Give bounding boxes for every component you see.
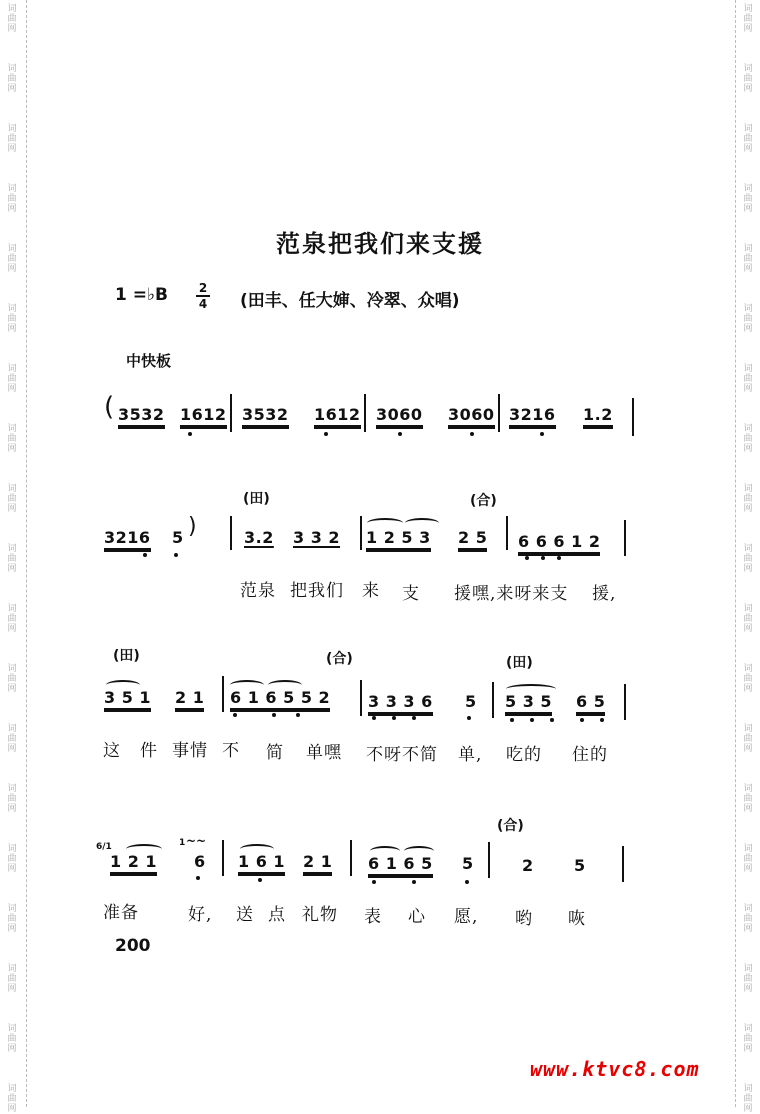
key-signature: 1 =♭B [115,285,168,305]
lyric: 准备 [103,903,139,923]
note-group: 3.2 [244,528,274,547]
note-group: 3532 [118,405,165,429]
note-group: 2 5 [458,528,487,552]
watermark-text: 词 曲 网 [743,64,753,94]
note-group: 1612 [314,405,361,429]
bar-line [350,840,352,876]
lyric: 简 [266,743,284,763]
watermark-text: 词 曲 网 [7,724,17,754]
low-octave-dot [392,716,396,720]
low-octave-dot [470,432,474,436]
lyric: 好, [188,905,213,925]
watermark-text: 词 曲 网 [7,364,17,394]
watermark-text: 词 曲 网 [7,664,17,694]
cue-tian: (田) [113,648,140,664]
low-octave-dot [324,432,328,436]
lyric: 心 [408,907,426,927]
lyric: 送 [236,905,254,925]
low-octave-dot [412,880,416,884]
left-watermark-strip [0,0,27,1114]
watermark-text: 词 曲 网 [743,664,753,694]
note: 5 [462,854,474,873]
note-group: 6 1 6 5 5 2 [230,688,330,712]
low-octave-dot [233,713,237,717]
low-octave-dot [550,718,554,722]
open-paren: ( [104,392,115,422]
note-group: 3216 [509,405,556,429]
note-group: 6 5 [576,692,605,716]
note: 5 [172,528,184,547]
lyric: 吃的 [506,745,542,765]
note-group: 5 3 5 [505,692,552,716]
low-octave-dot [557,556,561,560]
watermark-text: 词 曲 网 [7,784,17,814]
time-signature-top: 2 [198,281,208,295]
watermark-text: 词 曲 网 [7,244,17,274]
watermark-text: 词 曲 网 [7,964,17,994]
watermark-text: 词 曲 网 [743,904,753,934]
watermark-text: 词 曲 网 [743,544,753,574]
note-group: 1 6 1 [238,852,285,876]
watermark-text: 词 曲 网 [7,544,17,574]
watermark-text: 词 曲 网 [7,484,17,514]
page-number: 200 [115,936,151,956]
note-group: 3 3 3 6 [368,692,433,716]
bar-line [622,846,624,882]
watermark-text: 词 曲 网 [743,484,753,514]
note: 6 [194,852,206,871]
cue-tian: (田) [506,655,533,671]
watermark-text: 词 曲 网 [7,1084,17,1114]
bar-line [488,842,490,878]
watermark-text: 词 曲 网 [7,604,17,634]
watermark-text: 词 曲 网 [743,364,753,394]
note-group: 1 2 1 [110,852,157,876]
low-octave-dot [600,718,604,722]
low-octave-dot [272,713,276,717]
note-group: 3 5 1 [104,688,151,712]
note-group: 2 1 [303,852,332,876]
watermark-text: 词 曲 网 [7,424,17,454]
note-group: 3060 [448,405,495,429]
low-octave-dot [467,716,471,720]
watermark-text: 词 曲 网 [743,724,753,754]
watermark-text: 词 曲 网 [7,844,17,874]
tempo-marking: 中快板 [126,352,172,370]
watermark-text: 词 曲 网 [7,64,17,94]
low-octave-dot [372,716,376,720]
bar-line [492,682,494,718]
bar-line [624,684,626,720]
low-octave-dot [372,880,376,884]
lyric: 事情 [172,741,208,761]
cue-he: (合) [497,818,524,834]
bar-line [498,394,500,432]
bar-line [230,394,232,432]
low-octave-dot [258,878,262,882]
note-group: 1 2 5 3 [366,528,431,552]
watermark-text: 词 曲 网 [743,304,753,334]
note-group: 2 1 [175,688,204,712]
watermark-text: 词 曲 网 [7,304,17,334]
note-group: 1.2 [583,405,613,429]
low-octave-dot [580,718,584,722]
cue-he: (合) [326,651,353,667]
lyric: 咴 [568,909,586,929]
lyric: 件 [140,741,158,761]
time-signature [196,282,210,310]
bar-line [624,520,626,556]
lyric: 来 [362,581,380,601]
low-octave-dot [398,432,402,436]
lyric: 礼物 [302,905,338,925]
low-octave-dot [174,553,178,557]
slur [367,518,403,528]
lyric: 援, [592,584,617,604]
watermark-text: 词 曲 网 [743,1024,753,1054]
bar-line [222,676,224,712]
note-group: 3060 [376,405,423,429]
note-group: 3 3 2 [293,528,341,547]
lyric: 援嘿,来呀来支 [454,584,569,604]
watermark-text: 词 曲 网 [743,184,753,214]
singers-note: (田丰、任大婶、冷翠、众唱) [240,291,460,311]
lyric: 支 [402,584,420,604]
cue-he: (合) [470,493,497,509]
watermark-text: 词 曲 网 [743,1084,753,1114]
low-octave-dot [296,713,300,717]
low-octave-dot [196,876,200,880]
low-octave-dot [540,432,544,436]
bar-line [360,516,362,550]
note-group: 1612 [180,405,227,429]
note-group: 3532 [242,405,289,429]
watermark-text: 词 曲 网 [743,424,753,454]
low-octave-dot [465,880,469,884]
bar-line [506,516,508,550]
low-octave-dot [412,716,416,720]
lyric: 愿, [454,907,479,927]
low-octave-dot [530,718,534,722]
watermark-text: 词 曲 网 [7,1024,17,1054]
lyric: 不呀不简 [366,745,438,765]
lyric: 表 [364,907,382,927]
low-octave-dot [541,556,545,560]
watermark-text: 词 曲 网 [743,844,753,874]
lyric: 范泉 [240,581,276,601]
note: 2 [522,856,534,875]
watermark-text: 词 曲 网 [7,124,17,154]
time-signature-bottom: 4 [198,297,208,311]
lyric: 单嘿 [306,743,342,763]
lyric: 这 [103,741,121,761]
bar-line [632,398,634,436]
bar-line [230,516,232,550]
grace-note: 6/1 [96,842,112,852]
lyric: 哟 [515,909,533,929]
note: 5 [574,856,586,875]
watermark-text: 词 曲 网 [743,4,753,34]
lyric: 住的 [572,745,608,765]
watermark-text: 词 曲 网 [743,244,753,274]
watermark-text: 词 曲 网 [743,784,753,814]
lyric: 点 [268,905,286,925]
note: 5 [465,692,477,711]
song-title: 范泉把我们来支援 [276,230,484,258]
grace-note: 1 [179,838,186,848]
close-paren: ) [188,514,197,539]
trill-icon: ~~ [186,834,207,848]
low-octave-dot [143,553,147,557]
low-octave-dot [510,718,514,722]
cue-tian: (田) [243,491,270,507]
watermark-text: 词 曲 网 [7,184,17,214]
slur [405,518,439,528]
watermark-text: 词 曲 网 [743,124,753,154]
note-group: 3216 [104,528,151,552]
note-group: 6 6 6 1 2 [518,532,600,556]
bar-line [360,680,362,716]
bar-line [364,394,366,432]
watermark-text: 词 曲 网 [7,4,17,34]
low-octave-dot [188,432,192,436]
watermark-text: 词 曲 网 [7,904,17,934]
site-watermark: www.ktvc8.com [530,1057,700,1081]
lyric: 单, [458,745,483,765]
right-watermark-strip [735,0,760,1114]
watermark-text: 词 曲 网 [743,964,753,994]
lyric: 把我们 [290,581,344,601]
low-octave-dot [525,556,529,560]
watermark-text: 词 曲 网 [743,604,753,634]
bar-line [222,840,224,876]
note-group: 6 1 6 5 [368,854,433,878]
lyric: 不 [222,741,240,761]
